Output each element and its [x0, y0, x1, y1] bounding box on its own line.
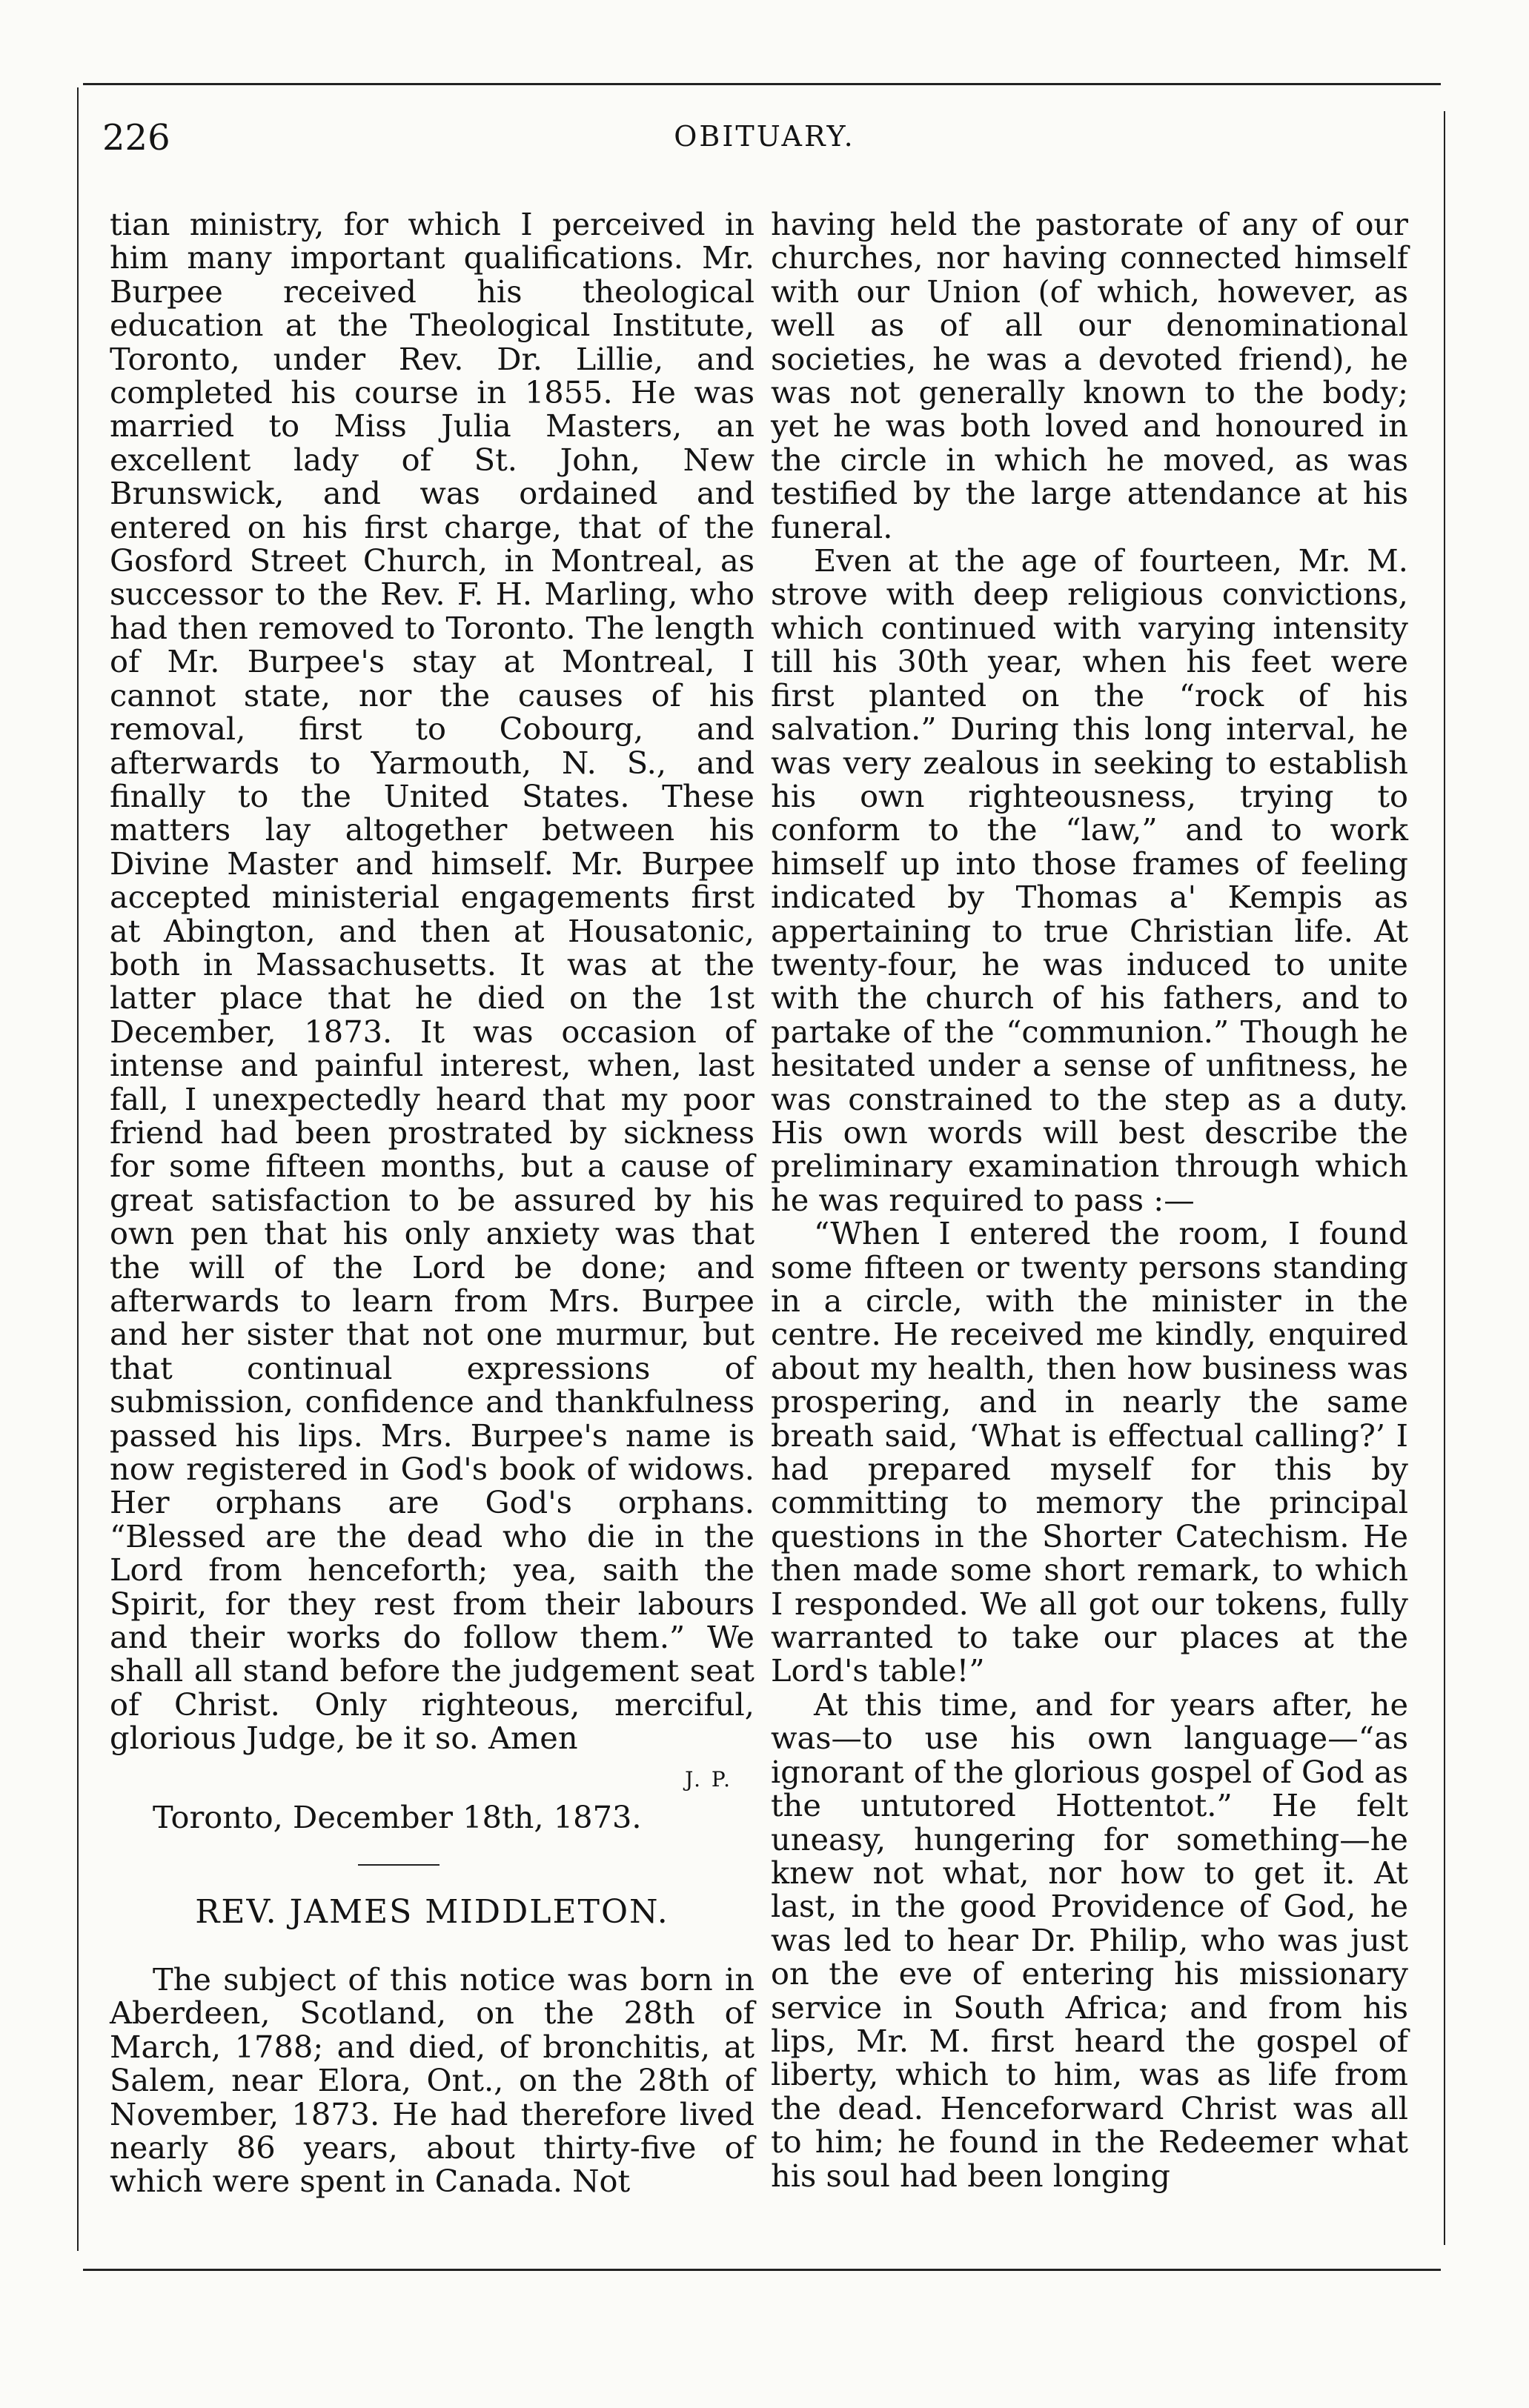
obituary-heading: REV. JAMES MIDDLETON. — [195, 1892, 669, 1931]
bottom-border-rule — [83, 2269, 1441, 2271]
running-title: OBITUARY. — [674, 120, 855, 153]
page-number: 226 — [102, 117, 170, 159]
right-paragraph-1: having held the pastorate of any of our churches, nor having connected himself with our Union (of which, however, as well as of all our denominational societies, he was a devoted friend), he was not generally known to the body; yet he was both loved and honoured in the circle in which he moved, as was testified by the large attendance at his funeral. — [771, 206, 1408, 545]
right-paragraph-2: Even at the age of fourteen, Mr. M. strove with deep religious convictions, which continued with varying intensity till his 30th year, when his feet were first planted on the “rock of his salvation.” During this long interval, he was very zealous in seeking to establish his own righteousness, trying to conform to the “law,” and to work himself up into those frames of feeling indicated by Thomas a' Kempis as appertaining to true Christian life. At twenty-four, he was induced to unite with the church of his fathers, and to partake of the “communion.” Though he hesitated under a sense of unfitness, he was constrained to the step as a duty. His own words will best describe the preliminary examination through which he was required to pass :— — [771, 542, 1408, 1218]
left-paragraph-1: tian ministry, for which I perceived in him many important qualifications. Mr. Burpee received his theological education at the Theological Institute, Toronto, under Rev. Dr. Lillie, and completed his course in 1855. He was married to Miss Julia Masters, an excellent lady of St. John, New Brunswick, and was ordained and entered on his first charge, that of the Gosford Street Church, in Montreal, as successor to the Rev. F. H. Marling, who had then removed to Toronto. The length of Mr. Burpee's stay at Montreal, I cannot state, nor the causes of his removal, first to Cobourg, and afterwards to Yarmouth, N. S., and finally to the United States. These matters lay altogether between his Divine Master and himself. Mr. Burpee accepted ministerial engagements first at Abington, and then at Housatonic, both in Massachusetts. It was at the latter place that he died on the 1st December, 1873. It was occasion of intense and painful interest, when, last fall, I unexpectedly heard that my poor friend had been prostrated by sickness for some fifteen months, but a cause of great satisfaction to be assured by his own pen that his only anxiety was that the will of the Lord be done; and afterwards to learn from Mrs. Burpee and her sister that not one murmur, but that continual expressions of submission, confidence and thankfulness passed his lips. Mrs. Burpee's name is now registered in God's book of widows. Her orphans are God's orphans. “Blessed are the dead who die in the Lord from henceforth; yea, saith the Spirit, for they rest from their labours and their works do follow them.” We shall all stand before the judgement seat of Christ. Only righteous, merciful, glorious Judge, be it so. Amen — [110, 206, 754, 1757]
right-margin-rule — [1444, 111, 1445, 2245]
right-paragraph-4: At this time, and for years after, he was—to use his own language—“as ignorant of the glorious gospel of God as the untutored Hottentot.” He felt uneasy, hungering for something—he knew not what, nor how to get it. At last, in the good Providence of God, he was led to hear Dr. Philip, who was just on the eve of entering his missionary service in South Africa; and from his lips, Mr. M. first heard the gospel of liberty, which to him, was as life from the dead. Henceforward Christ was all to him; he found in the Redeemer what his soul had been longing — [771, 1686, 1408, 2194]
signature: J. P. — [685, 1766, 732, 1792]
left-paragraph-2: The subject of this notice was born in Aberdeen, Scotland, on the 28th of March, 1788; and died, of bronchitis, at Salem, near Elora, Ont., on the 28th of November, 1873. He had therefore lived nearly 86 years, about thirty-five of which were spent in Canada. Not — [110, 1960, 754, 2200]
right-paragraph-3: “When I entered the room, I found some fifteen or twenty persons standing in a circle, with the minister in the centre. He received me kindly, enquired about my health, then how business was prospering, and in nearly the same breath said, ‘What is effectual calling?’ I had prepared myself for this by committing to memory the principal questions in the Shorter Catechism. He then made some short remark, to which I responded. We all got our tokens, fully warranted to take our places at the Lord's table!” — [771, 1215, 1408, 1689]
place-date: Toronto, December 18th, 1873. — [153, 1799, 642, 1836]
right-column — [771, 207, 1408, 2192]
section-divider — [358, 1864, 440, 1866]
top-border-rule — [83, 83, 1441, 85]
left-margin-rule — [77, 87, 79, 2251]
left-column — [110, 207, 754, 2198]
